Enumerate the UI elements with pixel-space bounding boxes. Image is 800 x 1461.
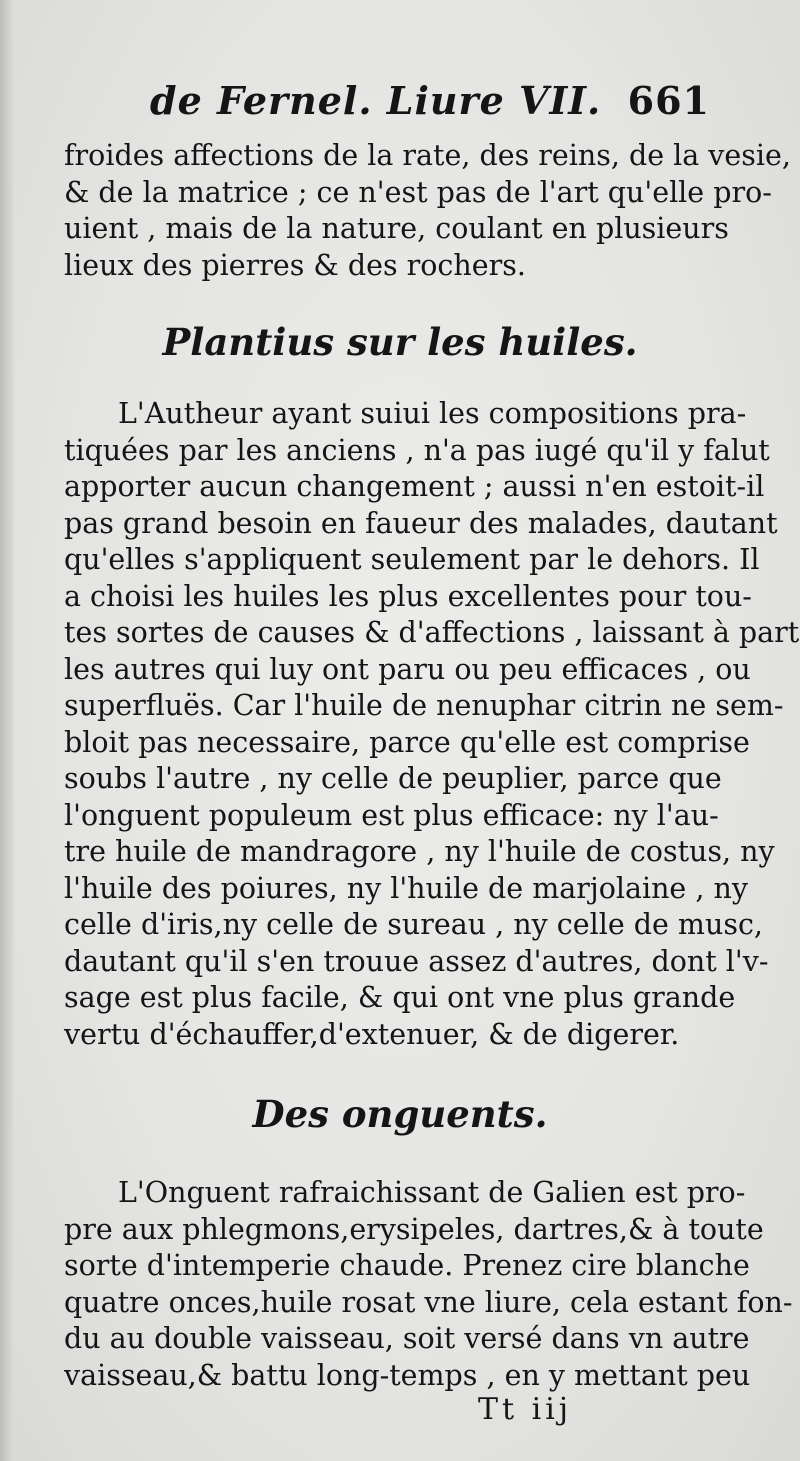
section-heading-huiles: Plantius sur les huiles. bbox=[162, 320, 638, 364]
intro-paragraph bbox=[64, 138, 791, 284]
text-line: sage est plus facile, & qui ont vne plus grande bbox=[64, 981, 736, 1014]
paragraph-onguents bbox=[64, 1175, 793, 1394]
text-line: a choisi les huiles les plus excellentes pour tou- bbox=[64, 579, 752, 613]
text-line: vaisseau,& battu long-temps , en y mettant peu bbox=[64, 1358, 751, 1392]
page-gutter-shadow bbox=[0, 0, 14, 1461]
paragraph-huiles bbox=[64, 396, 800, 1053]
text-line: apporter aucun changement ; aussi n'en estoit-il bbox=[64, 470, 765, 503]
text-line: pas grand besoin en faueur des malades, dautant bbox=[64, 506, 778, 540]
text-line: pre aux phlegmons,erysipeles, dartres,& à toute bbox=[64, 1212, 764, 1246]
running-title: de Fernel. Liure VII. bbox=[150, 78, 602, 123]
text-line: & de la matrice ; ce n'est pas de l'art qu'elle pro- bbox=[64, 175, 772, 209]
text-line: L'Onguent rafraichissant de Galien est pro- bbox=[118, 1176, 746, 1209]
signature-mark: Tt iij bbox=[478, 1392, 573, 1427]
text-line: sorte d'intemperie chaude. Prenez cire blanche bbox=[64, 1249, 750, 1282]
text-line: L'Autheur ayant suiui les compositions pra- bbox=[118, 397, 747, 430]
text-line: tes sortes de causes & d'affections , laissant à part bbox=[64, 616, 800, 649]
text-line: l'huile des poiures, ny l'huile de marjolaine , ny bbox=[64, 871, 748, 905]
text-line: du au double vaisseau, soit versé dans vn autre bbox=[64, 1322, 750, 1355]
text-line: bloit pas necessaire, parce qu'elle est comprise bbox=[64, 725, 750, 759]
section-heading-onguents: Des onguents. bbox=[252, 1092, 548, 1136]
text-line: tiquées par les anciens , n'a pas iugé qu'il y falut bbox=[64, 433, 770, 467]
text-line: froides affections de la rate, des reins, de la vesie, bbox=[64, 139, 791, 172]
text-line: dautant qu'il s'en trouue assez d'autres, dont l'v- bbox=[64, 944, 769, 978]
text-line: celle d'iris,ny celle de sureau , ny celle de musc, bbox=[64, 908, 763, 941]
running-header bbox=[150, 78, 710, 128]
text-line: soubs l'autre , ny celle de peuplier, parce que bbox=[64, 762, 722, 795]
text-line: qu'elles s'appliquent seulement par le dehors. Il bbox=[64, 543, 760, 576]
text-line: uient , mais de la nature, coulant en plusieurs bbox=[64, 212, 729, 245]
text-line: quatre onces,huile rosat vne liure, cela estant fon- bbox=[64, 1285, 793, 1319]
text-line: les autres qui luy ont paru ou peu efficaces , ou bbox=[64, 652, 751, 686]
text-line: l'onguent populeum est plus efficace: ny l'au- bbox=[64, 798, 719, 832]
text-line: tre huile de mandragore , ny l'huile de costus, ny bbox=[64, 835, 775, 868]
text-line: superfluës. Car l'huile de nenuphar citrin ne sem- bbox=[64, 689, 784, 722]
text-line: lieux des pierres & des rochers. bbox=[64, 248, 526, 282]
page-number: 661 bbox=[627, 78, 710, 123]
text-line: vertu d'échauffer,d'extenuer, & de digerer. bbox=[64, 1017, 680, 1051]
